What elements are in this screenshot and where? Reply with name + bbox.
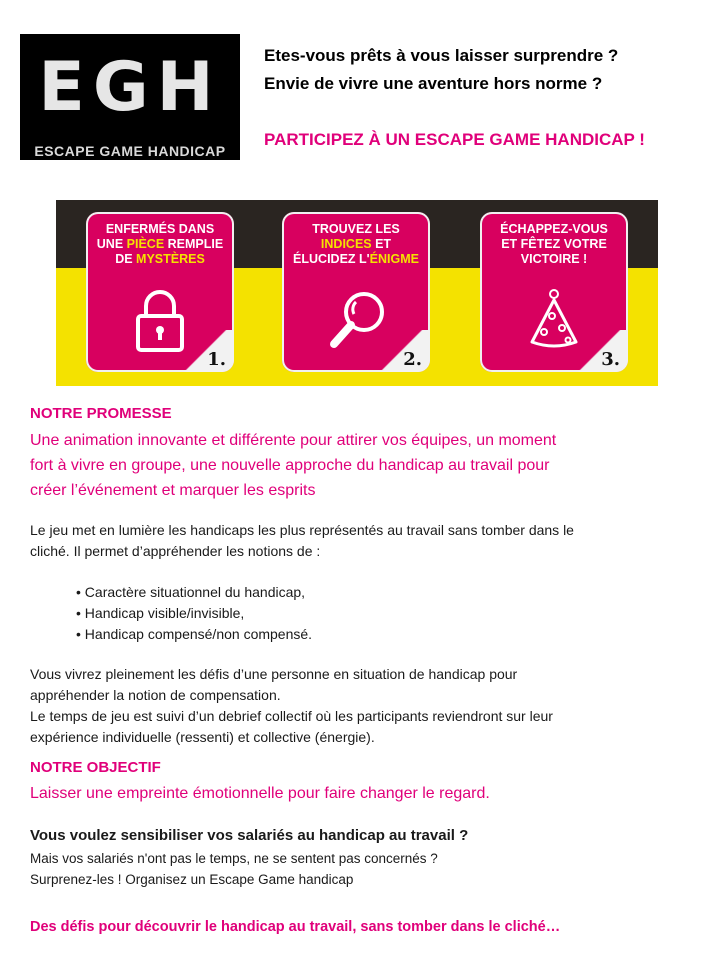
list-item: • Caractère situationnel du handicap, [76,584,306,600]
step-card-1 [86,212,234,372]
logo-subtitle: ESCAPE GAME HANDICAP [34,143,226,159]
closing-line-1: Mais vos salariés n'ont pas le temps, ne se sentent pas concernés ? [30,851,438,866]
header-line-1: Etes-vous prêts à vous laisser surprendre ? [264,46,619,65]
step-card-2 [282,212,430,372]
closing-tagline: Des défis pour découvrir le handicap au travail, sans tomber dans le cliché… [30,919,561,935]
egh-logo [20,34,240,160]
closing-line-2: Surprenez-les ! Organisez un Escape Game handicap [30,872,354,887]
promesse-lead: Une animation innovante et différente pour attirer vos équipes, un moment fort à vivre en groupe, une nouvelle approche du handicap au travail pour créer l’événement et marquer les esprits [30,432,557,499]
list-item: • Handicap visible/invisible, [76,605,245,621]
objectif-lead: Laisser une empreinte émotionnelle pour faire changer le regard. [30,785,490,802]
step-card-1-text: ENFERMÉS DANS UNE PIÈCE REMPLIE DE MYSTÈRES [96,222,224,266]
header-cta: PARTICIPEZ À UN ESCAPE GAME HANDICAP ! [264,130,645,149]
step-number-1: 1. [178,330,234,372]
promesse-title: NOTRE PROMESSE [30,405,172,422]
step-card-3-text: ÉCHAPPEZ-VOUS ET FÊTEZ VOTRE VICTOIRE ! [500,222,608,266]
steps-banner [56,200,658,386]
logo-letters: EGH [38,48,222,127]
notions-list [76,582,676,645]
objectif-title: NOTRE OBJECTIF [30,759,161,776]
promesse-paragraph-2: Vous vivrez pleinement les défis d’une personne en situation de handicap pour appréhender la notion de compensation. Le temps de jeu est suivi d’un debrief collectif où les participants reviendront sur leur expérience individuelle (ressenti) et collective (énergie). [30,666,553,745]
closing-question: Vous voulez sensibiliser vos salariés au handicap au travail ? [30,827,469,844]
list-item: • Handicap compensé/non compensé. [76,626,313,642]
step-number-3: 3. [572,330,628,372]
header-line-2: Envie de vivre une aventure hors norme ? [264,74,603,93]
promesse-paragraph: Le jeu met en lumière les handicaps les plus représentés au travail sans tomber dans le cliché. Il permet d’appréhender les notions de : [30,522,574,559]
step-card-3 [480,212,628,372]
step-card-2-text: TROUVEZ LES INDICES ET ÉLUCIDEZ L'ÉNIGME [293,222,419,266]
step-number-2: 2. [374,330,430,372]
